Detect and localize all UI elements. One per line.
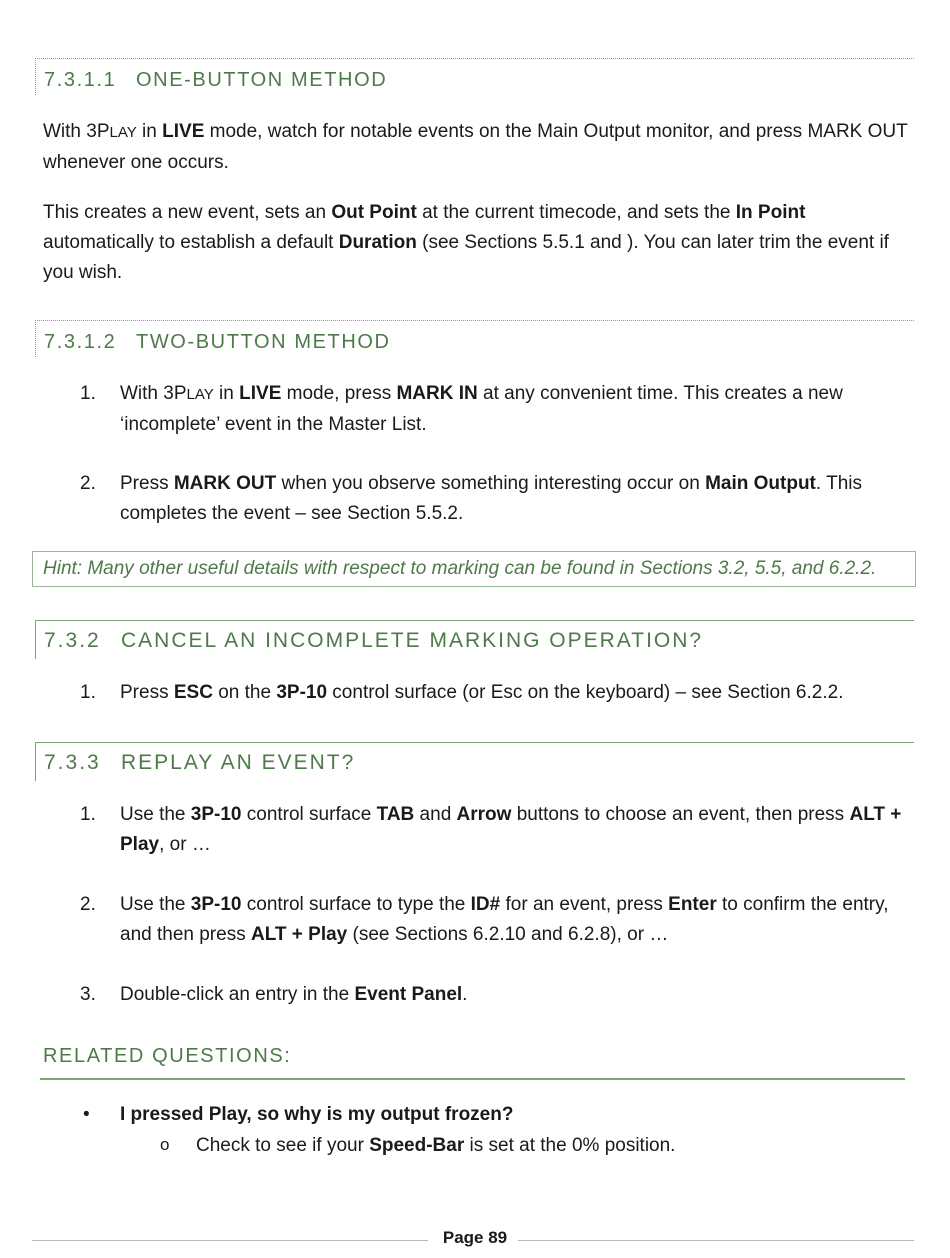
heading-number: 7.3.3 [44,751,101,774]
paragraph: With 3PLAY in LIVE mode, watch for notable events on the Main Output monitor, and press MARK OUT whenever one occurs. [43,121,908,173]
heading-7-3-2 [35,620,914,659]
heading-7-3-1-2 [35,320,914,357]
heading-title: REPLAY AN EVENT? [121,751,356,774]
related-questions-heading: RELATED QUESTIONS: [43,1045,292,1067]
footer-rule-right [518,1240,914,1241]
page-number: Page 89 [442,1228,508,1247]
bullet-dot: • [83,1104,90,1125]
heading-number: 7.3.1.2 [44,331,117,353]
heading-title: CANCEL AN INCOMPLETE MARKING OPERATION? [121,629,704,652]
heading-title: ONE-BUTTON METHOD [136,69,388,91]
footer-rule-left [32,1240,428,1241]
heading-7-3-1-1 [35,58,914,95]
heading-number: 7.3.1.1 [44,69,117,91]
heading-7-3-3 [35,742,914,781]
heading-number: 7.3.2 [44,629,101,652]
paragraph: This creates a new event, sets an Out Point at the current timecode, and sets the In Point automatically to establish a default Duration (see Sections 5.5.1 and ). You can later trim the event if you wish. [43,202,889,283]
heading-title: TWO-BUTTON METHOD [136,331,391,353]
bullet-circle: o [160,1135,170,1154]
divider [40,1078,905,1080]
hint-box: Hint: Many other useful details with respect to marking can be found in Sections 3.2, 5.5, and 6.2.2. [32,551,916,587]
